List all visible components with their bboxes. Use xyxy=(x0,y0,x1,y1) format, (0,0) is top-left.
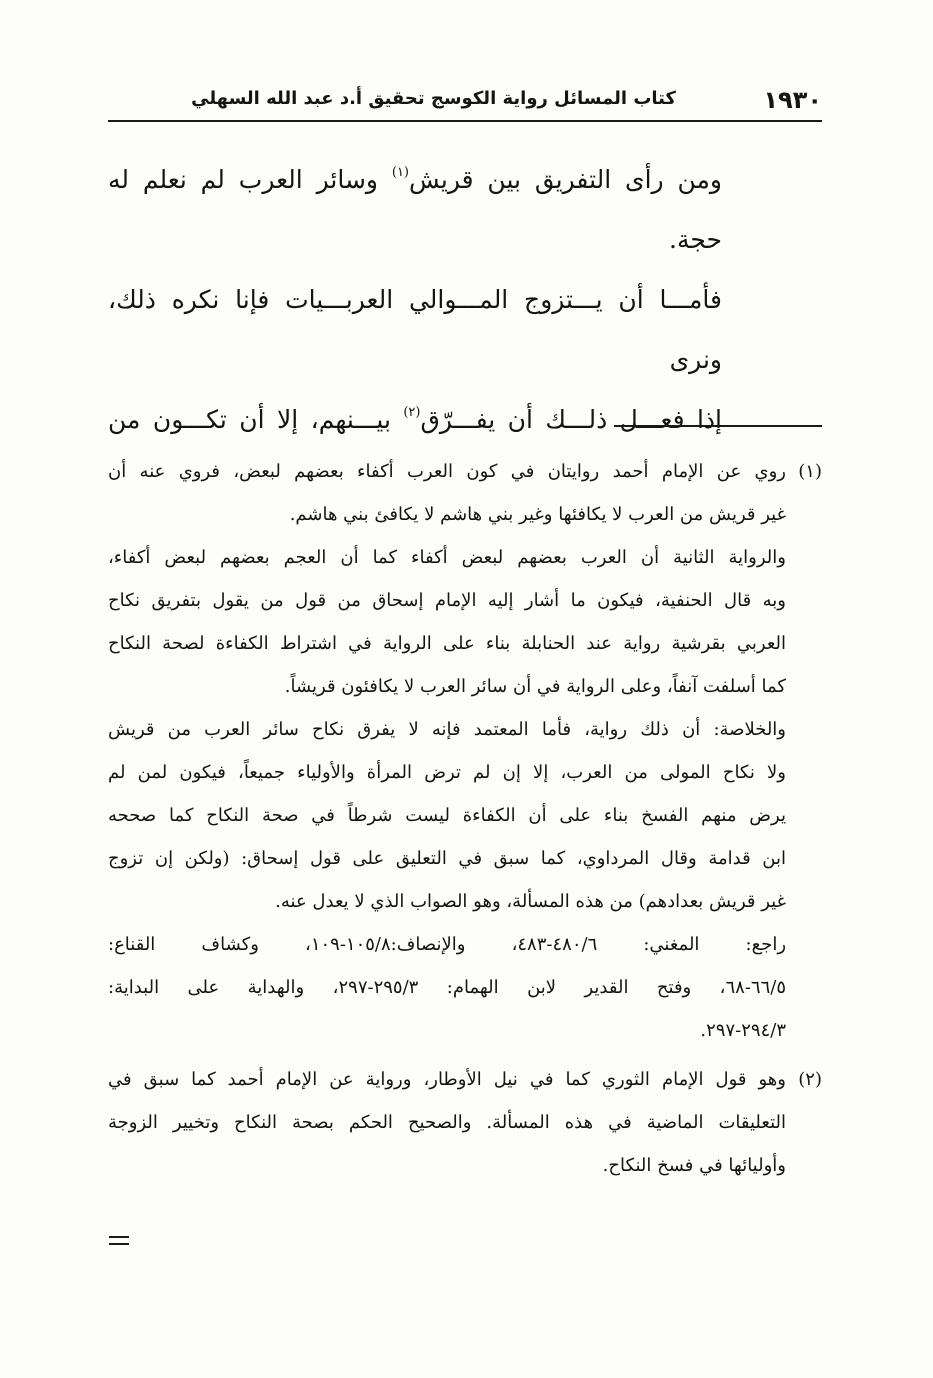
main-line: فأمـــا أن يـــتزوج المـــوالي العربـــيات فإنا نكره ذلك، ونرى xyxy=(108,285,722,374)
main-text-segment: بيـــنهم، إلا أن تكـــون من xyxy=(108,405,404,434)
footnote-line: ابن قدامة وقال المرداوي، كما سبق في التعليق على قول إسحاق: (ولكن إن تزوج xyxy=(108,848,786,869)
main-text-segment: ومن رأى التفريق بين قريش xyxy=(409,165,722,194)
footnote-number: (٢) xyxy=(798,1069,822,1090)
footnote-line: والخلاصة: أن ذلك رواية، فأما المعتمد فإنه لا يفرق نكاح سائر العرب من قريش xyxy=(108,719,786,740)
footnote-ref-2: (٢) xyxy=(403,405,421,420)
running-header xyxy=(108,84,822,122)
continuation-mark xyxy=(109,1236,129,1246)
main-text-segment: وسائر العرب لم نعلم له xyxy=(108,165,392,194)
main-line: حجة. xyxy=(669,225,722,254)
footnote-line: التعليقات الماضية في هذه المسألة. والصحيح الحكم بصحة النكاح وتخيير الزوجة xyxy=(108,1112,786,1133)
main-line xyxy=(108,150,722,210)
footnote-line: راجع: المغني: ٤٨٠/٦-٤٨٣، والإنصاف:١٠٥/٨-١٠٩، وكشاف القناع: xyxy=(108,934,787,955)
footnote-line: غير قريش بعدادهم) من هذه المسألة، وهو الصواب الذي لا يعدل عنه. xyxy=(275,891,786,912)
main-text-segment: إذا فعـــل ذلـــك أن يفـــرّق xyxy=(420,405,723,434)
footnote-line: يرض منهم الفسخ بناء على أن الكفاءة ليست شرطاً في صحة النكاح كما صححه xyxy=(108,805,786,826)
footnotes xyxy=(108,450,822,1187)
footnote-line: غير قريش من العرب لا يكافئها وغير بني هاشم لا يكافئ بني هاشم. xyxy=(289,504,786,525)
running-title: كتاب المسائل رواية الكوسج تحقيق أ.د عبد الله السهلي xyxy=(191,88,676,109)
footnote-line: وهو قول الإمام الثوري كما في نيل الأوطار، ورواية عن الإمام أحمد كما سبق في xyxy=(108,1069,786,1090)
main-line xyxy=(108,390,722,450)
footnote-2 xyxy=(108,1058,822,1187)
page-number: ١٩٣٠ xyxy=(763,86,822,114)
footnote-line: ٦٦/٥-٦٨، وفتح القدير لابن الهمام: ٢٩٥/٣-٢٩٧، والهداية على البداية: xyxy=(108,977,786,998)
footnote-line: العربي بقرشية رواية عند الحنابلة بناء على الرواية في اشتراط الكفاءة لصحة النكاح xyxy=(108,633,786,654)
footnote-line: ولا نكاح المولى من العرب، إلا إن لم ترض المرأة والأولياء جميعاً، فيكون لمن لم xyxy=(108,762,786,783)
footnote-ref-1: (١) xyxy=(391,165,409,180)
footnote-number: (١) xyxy=(798,461,822,482)
footnote-line: ٢٩٤/٣-٢٩٧. xyxy=(700,1020,786,1041)
footnote-line: وبه قال الحنفية، فيكون ما أشار إليه الإمام إسحاق من قول من يقول بتفريق نكاح xyxy=(108,590,786,611)
footnote-line: روي عن الإمام أحمد روايتان في كون العرب أكفاء بعضهم لبعض، فروي عنه أن xyxy=(108,461,786,482)
main-text xyxy=(108,150,722,450)
footnote-separator xyxy=(614,425,822,427)
footnote-line: والرواية الثانية أن العرب بعضهم لبعض أكفاء كما أن العجم بعضهم لبعض أكفاء، xyxy=(108,547,786,568)
footnote-line: كما أسلفت آنفاً، وعلى الرواية في أن سائر العرب لا يكافئون قريشاً. xyxy=(284,676,786,697)
footnote-line: وأوليائها في فسخ النكاح. xyxy=(602,1155,786,1176)
footnote-1 xyxy=(108,450,822,1052)
